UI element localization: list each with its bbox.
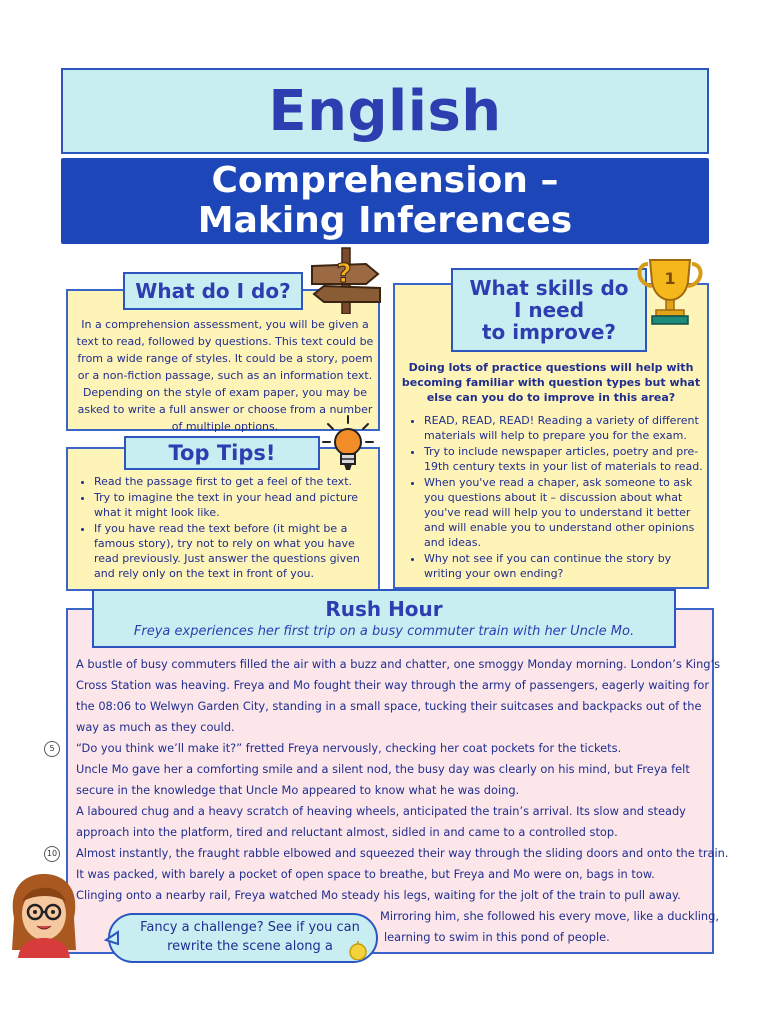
lightbulb-icon [322, 414, 374, 474]
top-tips-heading: Top Tips! [124, 436, 320, 470]
small-bulb-icon [346, 940, 370, 960]
what-do-i-do-body: In a comprehension assessment, you will be given a text to read, followed by questions. This text could be from a wide range of styles. It could be a story, poem or a non-fiction passage, such as an information text. Depending on the style of exam paper, you may be asked to write a full answer or choose from a number of multiple options. [76, 318, 374, 433]
story-heading [92, 589, 676, 648]
skills-item: • Why not see if you can continue the story by writing your own ending? [424, 551, 706, 581]
story-subtitle: Freya experiences her first trip on a busy commuter train with her Uncle Mo. [133, 623, 635, 639]
story-line: way as much as they could. [76, 720, 235, 734]
story-line: Mirroring him, she followed his every move, like a duckling, [380, 909, 720, 923]
line-number-10: 10 [44, 846, 60, 862]
line-number-5: 5 [44, 741, 60, 757]
story-line: Clinging onto a nearby rail, Freya watched Mo steady his legs, waiting for the jolt of the train to pull away. [76, 888, 681, 902]
story-line: the 08:06 to Welwyn Garden City, standing in a small space, tucking their suitcases and backpacks out of the [76, 699, 702, 713]
question-mark-icon: ? [336, 259, 352, 289]
subtitle-line-2: Making Inferences [197, 200, 573, 241]
skills-heading-line-2: I need [513, 298, 585, 322]
what-do-i-do-heading: What do I do? [123, 272, 303, 310]
story-line: Cross Station was heaving. Freya and Mo fought their way through the army of passengers, eagerly waiting for [76, 678, 710, 692]
signpost-icon [308, 244, 384, 314]
teacher-avatar-icon [4, 868, 84, 958]
skills-list [410, 413, 706, 582]
title-banner [61, 68, 709, 154]
story-line: It was packed, with barely a pocket of open space to breathe, but Freya and Mo were on, bags in tow. [76, 867, 655, 881]
subtitle-banner [61, 158, 709, 244]
tip-item: • If you have read the text before (it might be a famous story), try not to rely on what you have read previously. Just answer the questions given and rely only on the text in front of you. [94, 521, 374, 581]
top-tips-list [80, 474, 374, 582]
story-line: secure in the knowledge that Uncle Mo appeared to know what he was doing. [76, 783, 520, 797]
challenge-line-2: rewrite the scene along a [167, 939, 333, 954]
story-title: Rush Hour [325, 596, 443, 621]
skills-item: • Try to include newspaper articles, poetry and pre-19th century texts in your list of materials to read. [424, 444, 706, 474]
bubble-tail-icon [104, 930, 120, 946]
tip-item: • Read the passage first to get a feel of the text. [94, 474, 374, 489]
skills-item: • READ, READ, READ! Reading a variety of different materials will help to prepare you for the exam. [424, 413, 706, 443]
svg-text:1: 1 [664, 269, 676, 288]
story-line: approach into the platform, tired and reluctant almost, sidled in and came to a controlled stop. [76, 825, 618, 839]
story-line: learning to swim in this pond of people. [384, 930, 610, 944]
trophy-icon [634, 254, 706, 328]
subtitle-line-1: Comprehension – [211, 160, 559, 201]
story-line: Uncle Mo gave her a comforting smile and a silent nod, the busy day was clearly on his mind, but Freya felt [76, 762, 690, 776]
skills-intro: Doing lots of practice questions will help with becoming familiar with question types but what else can you do to improve in this area? [401, 361, 701, 404]
story-line: “Do you think we’ll make it?” fretted Freya nervously, checking her coat pockets for the tickets. [76, 741, 622, 755]
story-line: A bustle of busy commuters filled the air with a buzz and chatter, one smoggy Monday morning. London’s King’s [76, 657, 721, 671]
challenge-line-1: Fancy a challenge? See if you can [140, 920, 360, 935]
challenge-text [130, 918, 370, 956]
skills-heading [451, 268, 647, 352]
story-line: Almost instantly, the fraught rabble elbowed and squeezed their way through the sliding doors and onto the train. [76, 846, 729, 860]
skills-item: • When you've read a chaper, ask someone to ask you questions about it – discussion about what you've read will help you to understand it better and will enable you to understand other opinions and ideas. [424, 475, 706, 550]
skills-heading-line-3: to improve? [481, 320, 617, 344]
page-title: English [268, 78, 502, 144]
tip-item: • Try to imagine the text in your head and picture what it might look like. [94, 490, 374, 520]
skills-heading-line-1: What skills do [469, 276, 629, 300]
story-line: A laboured chug and a heavy scratch of heaving wheels, anticipated the train’s arrival. Its slow and steady [76, 804, 686, 818]
